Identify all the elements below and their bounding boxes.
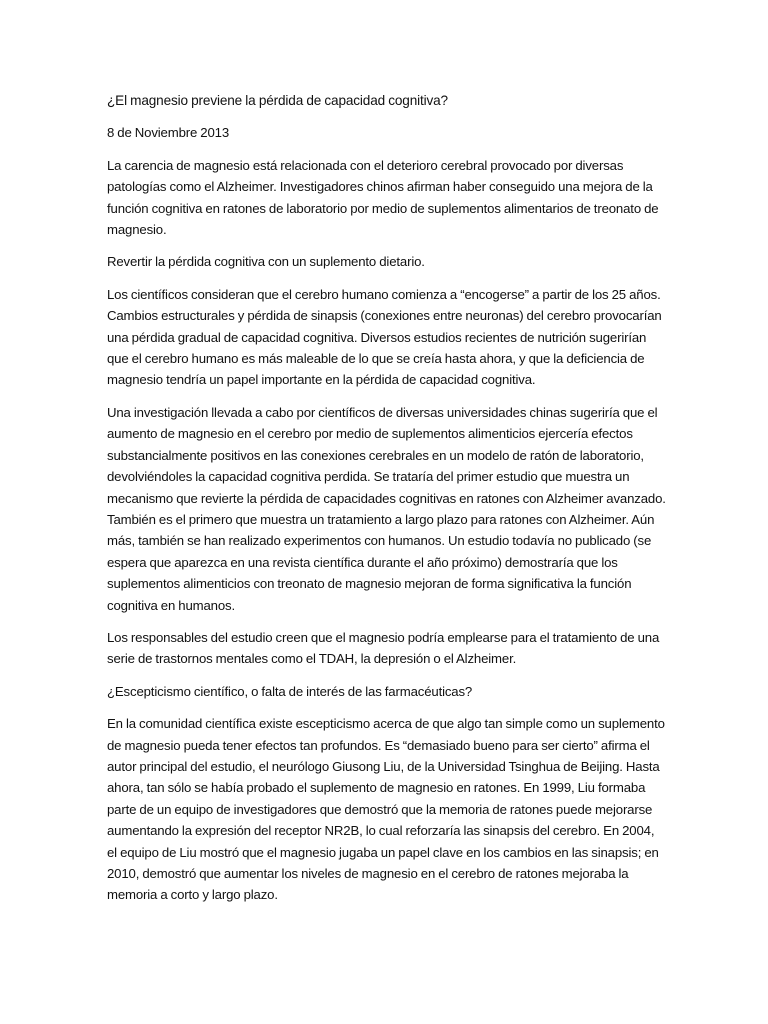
paragraph-responsables: Los responsables del estudio creen que el magnesio podría emplearse para el tratamiento de una serie de trastornos mentales como el TDAH, la depresión o el Alzheimer. — [107, 629, 660, 667]
intro-paragraph: La carencia de magnesio está relacionada con el deterioro cerebral provocado por diversas patologías como el Alzheimer. Investigadores chinos afirman haber conseguido una mejora de la función cognitiva en ratones de laboratorio por medio de suplementos alimentarios de treonato de magnesio. — [107, 157, 659, 238]
section-heading-revertir: Revertir la pérdida cognitiva con un suplemento dietario. — [107, 254, 425, 270]
document-page — [107, 90, 667, 917]
article-date: 8 de Noviembre 2013 — [107, 125, 230, 141]
paragraph-comunidad: En la comunidad científica existe escepticismo acerca de que algo tan simple como un suplemento de magnesio pueda tener efectos tan profundos. Es “demasiado bueno para ser cierto” afirma el autor principal del estudio, el neurólogo Giusong Liu, de la Universidad Tsinghua de Beijing. Hasta ahora, tan sólo se había probado el suplemento de magnesio en ratones. En 1999, Liu formaba parte de un equipo de investigadores que demostró que la memoria de ratones puede mejorarse aumentando la expresión del receptor NR2B, lo cual reforzaría las sinapsis del cerebro. En 2004, el equipo de Liu mostró que el magnesio jugaba un papel clave en los cambios en las sinapsis; en 2010, demostró que aumentar los niveles de magnesio en el cerebro de ratones mejoraba la memoria a corto y largo plazo. — [107, 716, 665, 903]
paragraph-investigacion: Una investigación llevada a cabo por científicos de diversas universidades chinas sugeriría que el aumento de magnesio en el cerebro por medio de suplementos alimenticios ejercería efectos substancialmente positivos en las conexiones cerebrales en un modelo de ratón de laboratorio, devolviéndoles la capacidad cognitiva perdida. Se trataría del primer estudio que muestra un mecanismo que revierte la pérdida de capacidades cognitivas en ratones con Alzheimer avanzado. También es el primero que muestra un tratamiento a largo plazo para ratones con Alzheimer. Aún más, también se han realizado experimentos con humanos. Un estudio todavía no publicado (se espera que aparezca en una revista científica durante el año próximo) demostraría que los suplementos alimenticios con treonato de magnesio mejoran de forma significativa la función cognitiva en humanos. — [107, 404, 666, 613]
section-heading-escepticismo: ¿Escepticismo científico, o falta de interés de las farmacéuticas? — [107, 683, 473, 699]
article-title: ¿El magnesio previene la pérdida de capacidad cognitiva? — [107, 93, 448, 108]
paragraph-cerebro: Los científicos consideran que el cerebro humano comienza a “encogerse” a partir de los 25 años. Cambios estructurales y pérdida de sinapsis (conexiones entre neuronas) del cerebro provocarían una pérdida gradual de capacidad cognitiva. Diversos estudios recientes de nutrición sugerirían que el cerebro humano es más maleable de lo que se creía hasta ahora, y que la deficiencia de magnesio tendría un papel importante en la pérdida de capacidad cognitiva. — [107, 286, 662, 388]
